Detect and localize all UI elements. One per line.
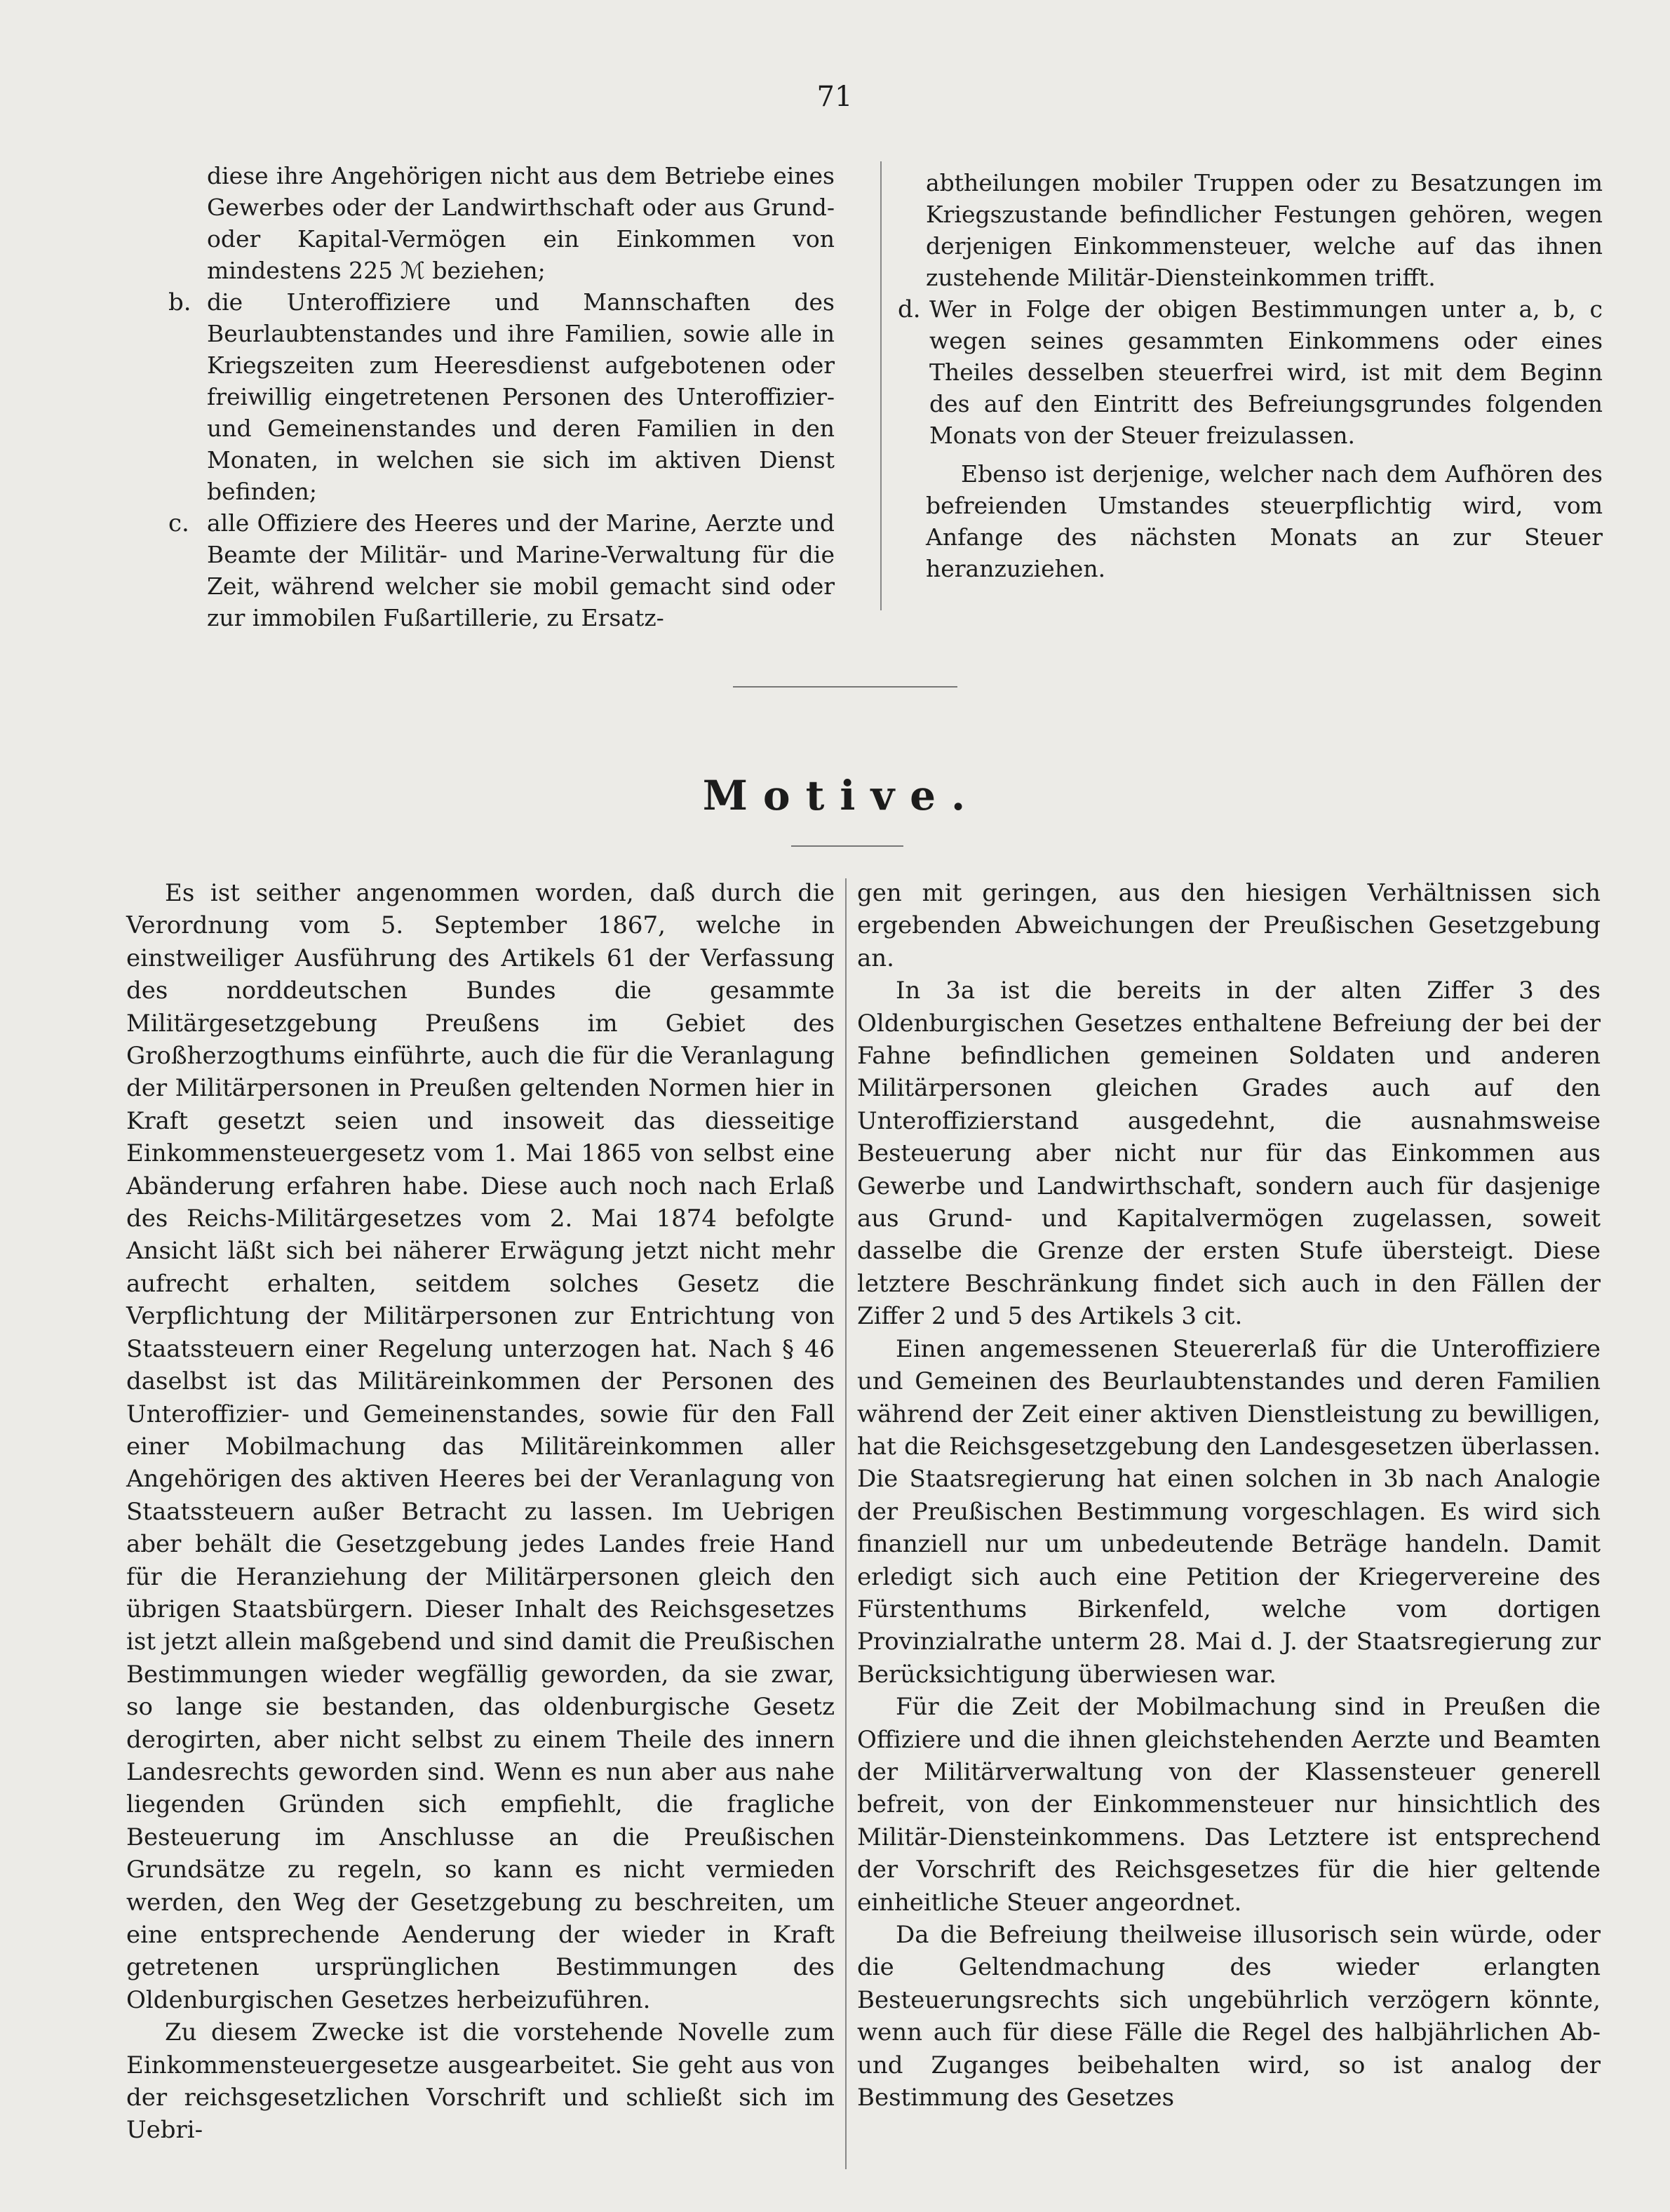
item-letter: d. — [898, 295, 921, 323]
section-title: Motive. — [702, 772, 981, 819]
column-divider-bottom — [845, 878, 847, 2169]
item-letter: b. — [168, 288, 191, 316]
column-divider-top — [880, 161, 882, 610]
bottom-right-column — [857, 877, 1601, 2114]
bottom-left-column — [126, 877, 835, 2147]
page-number: 71 — [816, 81, 853, 113]
paragraph: In 3a ist die bereits in der alten Ziffer 3 des Oldenburgischen Gesetzes enthaltene Befreiung der bei der Fahne befindlichen gemeinen Soldaten und anderen Militärpersonen gleichen Grades auch auf den Unteroffizierstand ausgedehnt, die ausnahmsweise Besteuerung aber nicht nur für das Einkommen aus Gewerbe und Landwirthschaft, sondern auch für dasjenige aus Grund- und Kapitalvermögen zugelassen, soweit dasselbe die Grenze der ersten Stufe übersteigt. Diese letztere Beschränkung findet sich auch in den Fällen der Ziffer 2 und 5 des Artikels 3 cit. — [857, 977, 1601, 1331]
item-text: Wer in Folge der obigen Bestimmungen unter a, b, c wegen seines gesammten Einkommens oder eines Theiles desselben steuerfrei wird, ist mit dem Beginn des auf den Eintritt des Befreiungsgrundes folgenden Monats von der Steuer freizulassen. — [929, 295, 1603, 449]
item-text: alle Offiziere des Heeres und der Marine, Aerzte und Beamte der Militär- und Marine-Verwaltung für die Zeit, während welcher sie mobil gemacht sind oder zur immobilen Fußartillerie, zu Ersatz- — [207, 509, 835, 631]
paragraph: Einen angemessenen Steuererlaß für die Unteroffiziere und Gemeinen des Beurlaubtenstandes und deren Familien während der Zeit einer aktiven Dienstleistung zu bewilligen, hat die Reichsgesetzgebung den Landesgesetzen überlassen. Die Staatsregierung hat einen solchen in 3b nach Analogie der Preußischen Bestimmung vorgeschlagen. Es wird sich finanziell nur um unbedeutende Beträge handeln. Damit erledigt sich auch eine Petition der Kriegervereine des Fürstenthums Birkenfeld, welche vom dortigen Provinzialrathe unterm 28. Mai d. J. der Staatsregierung zur Berücksichtigung überwiesen war. — [857, 1334, 1601, 1689]
top-right-column — [898, 167, 1603, 584]
paragraph: Für die Zeit der Mobilmachung sind in Preußen die Offiziere und die ihnen gleichstehenden Aerzte und Beamten der Militärverwaltung von der Klassensteuer generell befreit, von der Einkommensteuer nur hinsichtlich des Militär-Diensteinkommens. Das Letztere ist entsprechend der Vorschrift des Reichsgesetzes für die hier geltende einheitliche Steuer angeordnet. — [857, 1693, 1601, 1917]
list-item-c — [168, 507, 835, 634]
paragraph: Ebenso ist derjenige, welcher nach dem Aufhören des befreienden Umstandes steuerpflichtig wird, vom Anfange des nächsten Monats an zur Steuer heranzuziehen. — [926, 460, 1603, 582]
list-item-b — [168, 286, 835, 507]
separator-rule — [733, 686, 957, 688]
paragraph: Da die Befreiung theilweise illusorisch sein würde, oder die Geltendmachung des wieder erlangten Besteuerungsrechts sich ungebührlich verzögern könnte, wenn auch für diese Fälle die Regel des halbjährlichen Ab- und Zuganges beibehalten wird, so ist analog der Bestimmung des Gesetzes — [857, 1921, 1601, 2112]
list-item-d — [898, 293, 1603, 451]
paragraph: Es ist seither angenommen worden, daß durch die Verordnung vom 5. September 1867, welche in einstweiliger Ausführung des Artikels 61 der Verfassung des norddeutschen Bundes die gesammte Militärgesetzgebung Preußens im Gebiet des Großherzogthums einführte, auch die für die Veranlagung der Militärpersonen in Preußen geltenden Normen hier in Kraft gesetzt seien und insoweit das diesseitige Einkommensteuergesetz vom 1. Mai 1865 von selbst eine Abänderung erfahren habe. Diese auch noch nach Erlaß des Reichs-Militärgesetzes vom 2. Mai 1874 befolgte Ansicht läßt sich bei näherer Erwägung jetzt nicht mehr aufrecht erhalten, seitdem solches Gesetz die Verpflichtung der Militärpersonen zur Entrichtung von Staatssteuern einer Regelung unterzogen hat. Nach § 46 daselbst ist das Militäreinkommen der Personen des Unteroffizier- und Gemeinenstandes, sowie für den Fall einer Mobilmachung das Militäreinkommen aller Angehörigen des aktiven Heeres bei der Veranlagung von Staatssteuern außer Betracht zu lassen. Im Uebrigen aber behält die Gesetzgebung jedes Landes freie Hand für die Heranziehung der Militärpersonen gleich den übrigen Staatsbürgern. Dieser Inhalt des Reichsgesetzes ist jetzt allein maßgebend und sind damit die Preußischen Bestimmungen wieder wegfällig geworden, da sie zwar, so lange sie bestanden, das oldenburgische Gesetz derogirten, aber nicht selbst zu einem Theile des innern Landesrechts geworden sind. Wenn es nun aber aus nahe liegenden Gründen sich empfiehlt, die fragliche Besteuerung im Anschlusse an die Preußischen Grundsätze zu regeln, so kann es nicht vermieden werden, den Weg der Gesetzgebung zu beschreiten, um eine entsprechende Aenderung der wieder in Kraft getretenen ursprünglichen Bestimmungen des Oldenburgischen Gesetzes herbeizuführen. — [126, 879, 835, 2014]
item-text: die Unteroffiziere und Mannschaften des Beurlaubtenstandes und ihre Familien, sowie alle in Kriegszeiten zum Heeresdienst aufgebotenen oder freiwillig eingetretenen Personen des Unteroffizier- und Gemeinenstandes und deren Familien in den Monaten, in welchen sie sich im aktiven Dienst befinden; — [207, 288, 835, 505]
continuation-text: abtheilungen mobiler Truppen oder zu Besatzungen im Kriegszustande befindlicher Festungen gehören, wegen derjenigen Einkommensteuer, welche auf das ihnen zustehende Militär-Diensteinkommen trifft. — [926, 169, 1603, 291]
paragraph: Zu diesem Zwecke ist die vorstehende Novelle zum Einkommensteuergesetze ausgearbeitet. Sie geht aus von der reichsgesetzlichen Vorschrift und schließt sich im Uebri- — [126, 2018, 835, 2145]
item-letter: c. — [168, 509, 189, 537]
title-underline — [791, 845, 903, 847]
continuation-text: gen mit geringen, aus den hiesigen Verhältnissen sich ergebenden Abweichungen der Preußischen Gesetzgebung an. — [857, 879, 1601, 972]
continuation-text: diese ihre Angehörigen nicht aus dem Betriebe eines Gewerbes oder der Landwirthschaft oder aus Grund- oder Kapital-Vermögen ein Einkommen von mindestens 225 ℳ beziehen; — [207, 162, 835, 284]
top-left-column — [168, 160, 835, 634]
